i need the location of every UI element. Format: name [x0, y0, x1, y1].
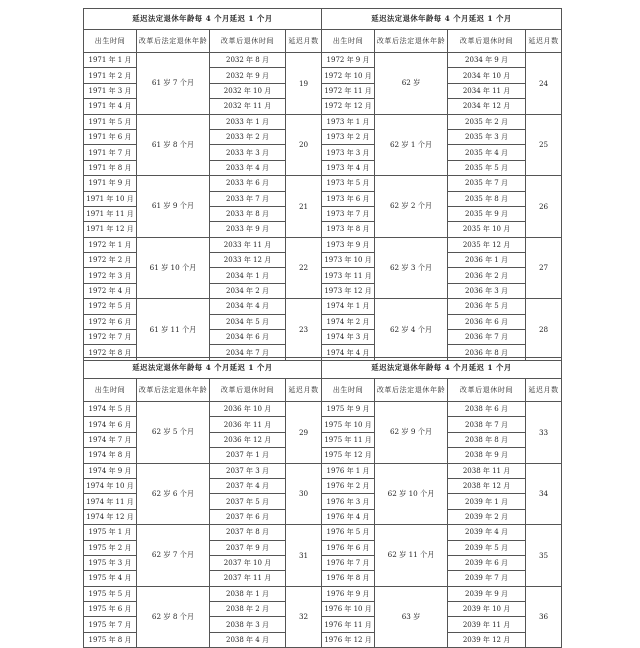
- age-cell: 61 岁 7 个月: [137, 53, 210, 115]
- months-cell: 32: [286, 586, 322, 648]
- birth-cell: 1971 年 5 月: [84, 114, 137, 129]
- birth-cell: 1971 年 12 月: [84, 222, 137, 237]
- retire-cell: 2033 年 7 月: [210, 191, 286, 206]
- table-row: [84, 53, 562, 68]
- retire-cell: 2036 年 8 月: [448, 345, 526, 360]
- retire-cell: 2035 年 12 月: [448, 237, 526, 252]
- header-months: 延迟月数: [526, 379, 562, 402]
- months-cell: 30: [286, 463, 322, 525]
- retire-cell: 2032 年 10 月: [210, 83, 286, 98]
- birth-cell: 1976 年 6 月: [322, 540, 375, 555]
- retire-cell: 2038 年 7 月: [448, 417, 526, 432]
- birth-cell: 1975 年 7 月: [84, 617, 137, 632]
- birth-cell: 1973 年 2 月: [322, 129, 375, 144]
- birth-cell: 1975 年 1 月: [84, 525, 137, 540]
- retire-cell: 2035 年 2 月: [448, 114, 526, 129]
- birth-cell: 1971 年 3 月: [84, 83, 137, 98]
- birth-cell: 1975 年 12 月: [322, 448, 375, 463]
- header-retire: 改革后退休时间: [448, 379, 526, 402]
- birth-cell: 1972 年 4 月: [84, 283, 137, 298]
- birth-cell: 1974 年 7 月: [84, 432, 137, 447]
- retire-cell: 2036 年 10 月: [210, 402, 286, 417]
- retire-cell: 2037 年 3 月: [210, 463, 286, 478]
- table-row: [84, 299, 562, 314]
- birth-cell: 1971 年 4 月: [84, 99, 137, 114]
- birth-cell: 1972 年 7 月: [84, 330, 137, 345]
- birth-cell: 1976 年 5 月: [322, 525, 375, 540]
- months-cell: 26: [526, 176, 562, 238]
- retire-cell: 2034 年 4 月: [210, 299, 286, 314]
- birth-cell: 1976 年 3 月: [322, 494, 375, 509]
- retire-cell: 2038 年 4 月: [210, 632, 286, 647]
- birth-cell: 1972 年 8 月: [84, 345, 137, 360]
- birth-cell: 1974 年 4 月: [322, 345, 375, 360]
- birth-cell: 1972 年 1 月: [84, 237, 137, 252]
- retire-cell: 2036 年 6 月: [448, 314, 526, 329]
- retire-cell: 2033 年 1 月: [210, 114, 286, 129]
- retire-cell: 2035 年 4 月: [448, 145, 526, 160]
- age-cell: 62 岁 5 个月: [137, 402, 210, 464]
- retire-cell: 2035 年 7 月: [448, 176, 526, 191]
- age-cell: 62 岁 3 个月: [375, 237, 448, 299]
- birth-cell: 1974 年 10 月: [84, 478, 137, 493]
- retire-cell: 2039 年 4 月: [448, 525, 526, 540]
- retire-cell: 2039 年 5 月: [448, 540, 526, 555]
- table-row: [84, 402, 562, 417]
- header-birth: 出生时间: [322, 379, 375, 402]
- retire-cell: 2033 年 11 月: [210, 237, 286, 252]
- birth-cell: 1971 年 8 月: [84, 160, 137, 175]
- retire-cell: 2039 年 12 月: [448, 632, 526, 647]
- retire-cell: 2033 年 2 月: [210, 129, 286, 144]
- retire-cell: 2033 年 12 月: [210, 253, 286, 268]
- retire-cell: 2037 年 5 月: [210, 494, 286, 509]
- header-retire: 改革后退休时间: [210, 30, 286, 53]
- birth-cell: 1972 年 3 月: [84, 268, 137, 283]
- retire-cell: 2037 年 10 月: [210, 555, 286, 570]
- retire-cell: 2033 年 8 月: [210, 206, 286, 221]
- table-title-right: 延迟法定退休年龄每 4 个月延迟 1 个月: [322, 9, 562, 30]
- birth-cell: 1972 年 2 月: [84, 253, 137, 268]
- header-birth: 出生时间: [84, 30, 137, 53]
- birth-cell: 1976 年 8 月: [322, 571, 375, 586]
- birth-cell: 1973 年 5 月: [322, 176, 375, 191]
- birth-cell: 1975 年 4 月: [84, 571, 137, 586]
- header-retire: 改革后退休时间: [210, 379, 286, 402]
- months-cell: 21: [286, 176, 322, 238]
- birth-cell: 1976 年 9 月: [322, 586, 375, 601]
- birth-cell: 1972 年 9 月: [322, 53, 375, 68]
- birth-cell: 1973 年 1 月: [322, 114, 375, 129]
- birth-cell: 1974 年 2 月: [322, 314, 375, 329]
- retire-cell: 2034 年 6 月: [210, 330, 286, 345]
- table-body: [84, 402, 562, 648]
- months-cell: 35: [526, 525, 562, 587]
- birth-cell: 1971 年 2 月: [84, 68, 137, 83]
- months-cell: 31: [286, 525, 322, 587]
- birth-cell: 1972 年 10 月: [322, 68, 375, 83]
- retire-cell: 2034 年 10 月: [448, 68, 526, 83]
- retire-cell: 2033 年 6 月: [210, 176, 286, 191]
- birth-cell: 1975 年 10 月: [322, 417, 375, 432]
- retire-cell: 2034 年 5 月: [210, 314, 286, 329]
- retire-cell: 2037 年 4 月: [210, 478, 286, 493]
- retire-cell: 2035 年 3 月: [448, 129, 526, 144]
- birth-cell: 1973 年 12 月: [322, 283, 375, 298]
- birth-cell: 1972 年 5 月: [84, 299, 137, 314]
- retire-cell: 2039 年 10 月: [448, 602, 526, 617]
- birth-cell: 1972 年 12 月: [322, 99, 375, 114]
- table-title-left: 延迟法定退休年龄每 4 个月延迟 1 个月: [84, 9, 322, 30]
- header-months: 延迟月数: [286, 379, 322, 402]
- birth-cell: 1974 年 3 月: [322, 330, 375, 345]
- birth-cell: 1974 年 1 月: [322, 299, 375, 314]
- birth-cell: 1976 年 4 月: [322, 509, 375, 524]
- birth-cell: 1971 年 11 月: [84, 206, 137, 221]
- retire-cell: 2039 年 6 月: [448, 555, 526, 570]
- table-row: [84, 463, 562, 478]
- table-title-right: 延迟法定退休年龄每 4 个月延迟 1 个月: [322, 358, 562, 379]
- retire-cell: 2039 年 1 月: [448, 494, 526, 509]
- table-row: [84, 176, 562, 191]
- birth-cell: 1973 年 9 月: [322, 237, 375, 252]
- retire-cell: 2034 年 11 月: [448, 83, 526, 98]
- retire-cell: 2033 年 9 月: [210, 222, 286, 237]
- birth-cell: 1974 年 12 月: [84, 509, 137, 524]
- retire-cell: 2033 年 3 月: [210, 145, 286, 160]
- age-cell: 61 岁 9 个月: [137, 176, 210, 238]
- retire-cell: 2036 年 12 月: [210, 432, 286, 447]
- retire-cell: 2038 年 9 月: [448, 448, 526, 463]
- header-birth: 出生时间: [322, 30, 375, 53]
- retire-cell: 2035 年 5 月: [448, 160, 526, 175]
- birth-cell: 1976 年 7 月: [322, 555, 375, 570]
- retire-cell: 2037 年 11 月: [210, 571, 286, 586]
- birth-cell: 1976 年 11 月: [322, 617, 375, 632]
- header-age: 改革后法定退休年龄: [375, 379, 448, 402]
- birth-cell: 1974 年 6 月: [84, 417, 137, 432]
- birth-cell: 1975 年 6 月: [84, 602, 137, 617]
- birth-cell: 1973 年 8 月: [322, 222, 375, 237]
- retire-cell: 2033 年 4 月: [210, 160, 286, 175]
- retire-cell: 2038 年 6 月: [448, 402, 526, 417]
- birth-cell: 1976 年 12 月: [322, 632, 375, 647]
- retire-cell: 2034 年 7 月: [210, 345, 286, 360]
- months-cell: 27: [526, 237, 562, 299]
- retire-cell: 2034 年 12 月: [448, 99, 526, 114]
- birth-cell: 1972 年 6 月: [84, 314, 137, 329]
- retire-cell: 2036 年 2 月: [448, 268, 526, 283]
- retire-cell: 2034 年 1 月: [210, 268, 286, 283]
- retire-cell: 2038 年 2 月: [210, 602, 286, 617]
- header-age: 改革后法定退休年龄: [137, 30, 210, 53]
- age-cell: 62 岁 2 个月: [375, 176, 448, 238]
- birth-cell: 1976 年 1 月: [322, 463, 375, 478]
- months-cell: 33: [526, 402, 562, 464]
- birth-cell: 1975 年 2 月: [84, 540, 137, 555]
- retire-cell: 2039 年 7 月: [448, 571, 526, 586]
- header-birth: 出生时间: [84, 379, 137, 402]
- age-cell: 62 岁 8 个月: [137, 586, 210, 648]
- retire-cell: 2036 年 1 月: [448, 253, 526, 268]
- birth-cell: 1975 年 8 月: [84, 632, 137, 647]
- birth-cell: 1971 年 6 月: [84, 129, 137, 144]
- header-age: 改革后法定退休年龄: [375, 30, 448, 53]
- header-months: 延迟月数: [526, 30, 562, 53]
- months-cell: 23: [286, 299, 322, 361]
- retire-cell: 2039 年 2 月: [448, 509, 526, 524]
- retire-cell: 2039 年 11 月: [448, 617, 526, 632]
- retirement-table-2: [83, 357, 562, 648]
- months-cell: 25: [526, 114, 562, 176]
- age-cell: 62 岁 1 个月: [375, 114, 448, 176]
- birth-cell: 1974 年 8 月: [84, 448, 137, 463]
- birth-cell: 1971 年 7 月: [84, 145, 137, 160]
- retire-cell: 2037 年 8 月: [210, 525, 286, 540]
- retire-cell: 2034 年 9 月: [448, 53, 526, 68]
- age-cell: 62 岁 10 个月: [375, 463, 448, 525]
- retire-cell: 2037 年 6 月: [210, 509, 286, 524]
- months-cell: 19: [286, 53, 322, 115]
- birth-cell: 1974 年 11 月: [84, 494, 137, 509]
- table-row: [84, 237, 562, 252]
- birth-cell: 1975 年 5 月: [84, 586, 137, 601]
- months-cell: 34: [526, 463, 562, 525]
- age-cell: 63 岁: [375, 586, 448, 648]
- retire-cell: 2038 年 12 月: [448, 478, 526, 493]
- age-cell: 62 岁: [375, 53, 448, 115]
- birth-cell: 1972 年 11 月: [322, 83, 375, 98]
- birth-cell: 1976 年 2 月: [322, 478, 375, 493]
- birth-cell: 1971 年 1 月: [84, 53, 137, 68]
- table-row: [84, 525, 562, 540]
- birth-cell: 1973 年 11 月: [322, 268, 375, 283]
- birth-cell: 1974 年 9 月: [84, 463, 137, 478]
- retire-cell: 2036 年 11 月: [210, 417, 286, 432]
- table-row: [84, 586, 562, 601]
- birth-cell: 1976 年 10 月: [322, 602, 375, 617]
- retire-cell: 2032 年 8 月: [210, 53, 286, 68]
- months-cell: 22: [286, 237, 322, 299]
- birth-cell: 1973 年 3 月: [322, 145, 375, 160]
- retire-cell: 2035 年 10 月: [448, 222, 526, 237]
- header-retire: 改革后退休时间: [448, 30, 526, 53]
- header-months: 延迟月数: [286, 30, 322, 53]
- age-cell: 62 岁 6 个月: [137, 463, 210, 525]
- age-cell: 61 岁 8 个月: [137, 114, 210, 176]
- months-cell: 29: [286, 402, 322, 464]
- retire-cell: 2038 年 11 月: [448, 463, 526, 478]
- months-cell: 36: [526, 586, 562, 648]
- birth-cell: 1975 年 3 月: [84, 555, 137, 570]
- age-cell: 61 岁 10 个月: [137, 237, 210, 299]
- retire-cell: 2038 年 3 月: [210, 617, 286, 632]
- retire-cell: 2035 年 9 月: [448, 206, 526, 221]
- header-age: 改革后法定退休年龄: [137, 379, 210, 402]
- age-cell: 62 岁 11 个月: [375, 525, 448, 587]
- age-cell: 62 岁 4 个月: [375, 299, 448, 361]
- birth-cell: 1975 年 9 月: [322, 402, 375, 417]
- birth-cell: 1973 年 7 月: [322, 206, 375, 221]
- months-cell: 28: [526, 299, 562, 361]
- table-body: [84, 53, 562, 361]
- birth-cell: 1973 年 10 月: [322, 253, 375, 268]
- age-cell: 62 岁 7 个月: [137, 525, 210, 587]
- months-cell: 20: [286, 114, 322, 176]
- age-cell: 61 岁 11 个月: [137, 299, 210, 361]
- birth-cell: 1971 年 10 月: [84, 191, 137, 206]
- retire-cell: 2037 年 9 月: [210, 540, 286, 555]
- retire-cell: 2036 年 7 月: [448, 330, 526, 345]
- retire-cell: 2036 年 5 月: [448, 299, 526, 314]
- age-cell: 62 岁 9 个月: [375, 402, 448, 464]
- table-row: [84, 114, 562, 129]
- retire-cell: 2037 年 1 月: [210, 448, 286, 463]
- birth-cell: 1975 年 11 月: [322, 432, 375, 447]
- retirement-table-1: [83, 8, 562, 361]
- retire-cell: 2032 年 11 月: [210, 99, 286, 114]
- retire-cell: 2035 年 8 月: [448, 191, 526, 206]
- retire-cell: 2036 年 3 月: [448, 283, 526, 298]
- birth-cell: 1971 年 9 月: [84, 176, 137, 191]
- retire-cell: 2032 年 9 月: [210, 68, 286, 83]
- retire-cell: 2039 年 9 月: [448, 586, 526, 601]
- retire-cell: 2034 年 2 月: [210, 283, 286, 298]
- retire-cell: 2038 年 8 月: [448, 432, 526, 447]
- birth-cell: 1973 年 4 月: [322, 160, 375, 175]
- birth-cell: 1973 年 6 月: [322, 191, 375, 206]
- birth-cell: 1974 年 5 月: [84, 402, 137, 417]
- table-title-left: 延迟法定退休年龄每 4 个月延迟 1 个月: [84, 358, 322, 379]
- retire-cell: 2038 年 1 月: [210, 586, 286, 601]
- months-cell: 24: [526, 53, 562, 115]
